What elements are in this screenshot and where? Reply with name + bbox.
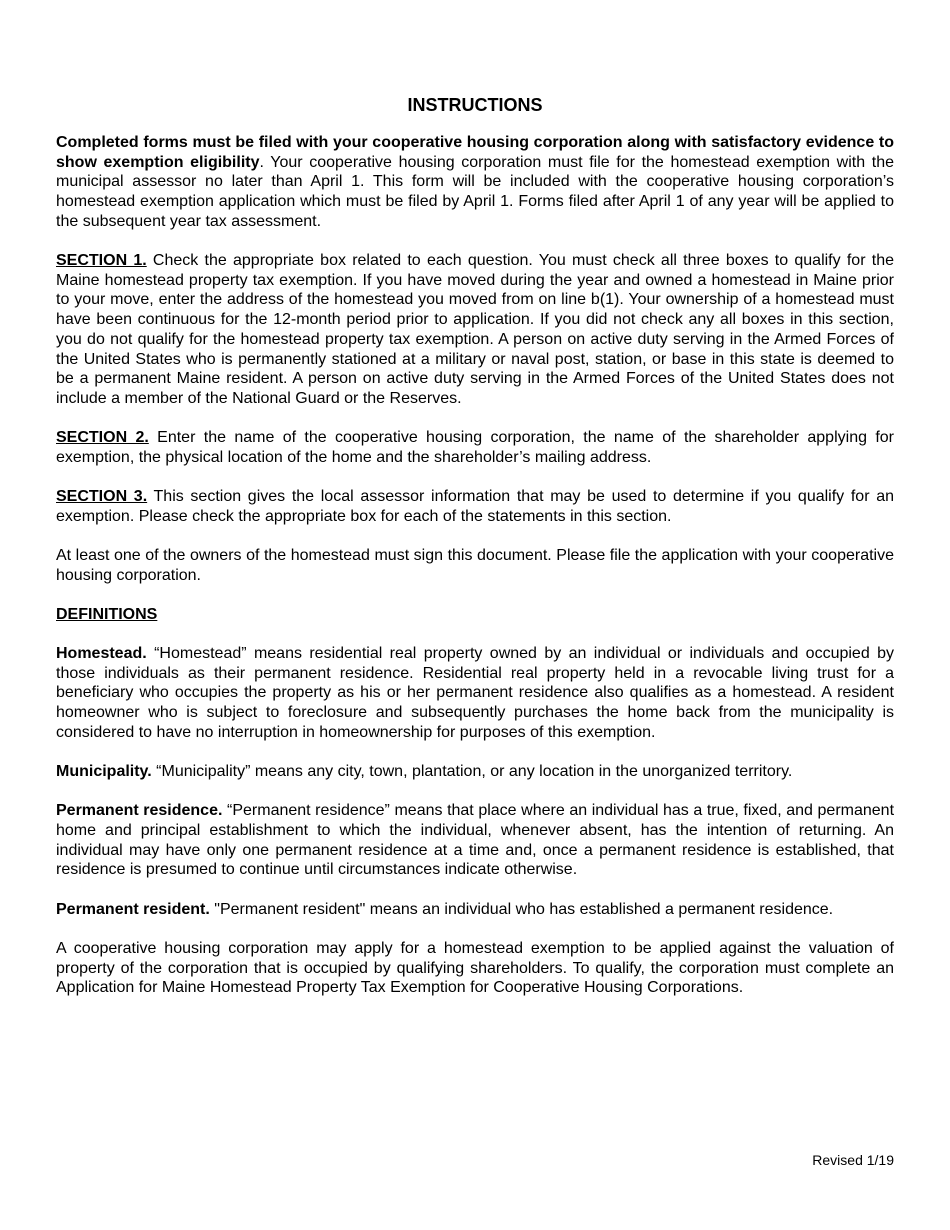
section-1-text: Check the appropriate box related to each question. You must check all three boxes to qualify for the Maine homestead property tax exemption. If you have moved during the year and owned a homestead in Maine prior to your move, enter the address of the homestead you moved from on line b(1). Your ownership of a homestead must have been continuous for the 12-month period prior to application. If you did not check any all boxes in this section, you do not qualify for the homestead property tax exemption. A person on active duty serving in the Armed Forces of the United States who is permanently stationed at a military or naval post, station, or base in this state is deemed to be a permanent Maine resident. A person on active duty serving in the Armed Forces of the United States does not include a member of the National Guard or the Reserves. bbox=[56, 252, 895, 407]
definition-municipality bbox=[56, 762, 894, 782]
page-title: INSTRUCTIONS bbox=[407, 95, 543, 115]
definition-text: “Municipality” means any city, town, plantation, or any location in the unorganized territory. bbox=[151, 763, 793, 781]
definition-homestead bbox=[56, 644, 894, 743]
section-3-text: This section gives the local assessor information that may be used to determine if you qualify for an exemption. Please check the appropriate box for each of the statements in this section. bbox=[56, 488, 895, 525]
section-2-text: Enter the name of the cooperative housing corporation, the name of the shareholder applying for exemption, the physical location of the home and the shareholder’s mailing address. bbox=[56, 429, 895, 466]
intro-text: . Your cooperative housing corporation must file for the homestead exemption with the municipal assessor no later than April 1. This form will be included with the cooperative housing corporation’s homestead exemption application which must be filed by April 1. Forms filed after April 1 of any year will be applied to the subsequent year tax assessment. bbox=[56, 153, 895, 230]
section-3-heading: SECTION 3. bbox=[56, 488, 148, 506]
definition-term: Municipality. bbox=[56, 763, 152, 781]
definitions-heading-paragraph bbox=[56, 605, 894, 625]
definition-term: Permanent resident. bbox=[56, 900, 210, 918]
definition-term: Homestead. bbox=[56, 645, 147, 663]
cooperative-note-paragraph: A cooperative housing corporation may apply for a homestead exemption to be applied against the valuation of property of the corporation that is occupied by qualifying shareholders. To qualify, the corporation must complete an Application for Maine Homestead Property Tax Exemption for Cooperative Housing Corporations. bbox=[56, 939, 894, 997]
section-1-paragraph bbox=[56, 251, 894, 409]
section-1-heading: SECTION 1. bbox=[56, 252, 147, 270]
definition-permanent-resident bbox=[56, 900, 894, 920]
section-2-paragraph bbox=[56, 428, 894, 467]
sign-note-paragraph: At least one of the owners of the homestead must sign this document. Please file the application with your cooperative housing corporation. bbox=[56, 546, 894, 584]
definition-permanent-residence bbox=[56, 801, 894, 880]
intro-paragraph bbox=[56, 133, 894, 232]
definitions-heading: DEFINITIONS bbox=[56, 605, 158, 623]
revision-date: Revised 1/19 bbox=[812, 1152, 894, 1168]
definition-text: “Homestead” means residential real property owned by an individual or individuals and occupied by those individuals as their permanent residence. Residential real property held in a revocable living trust for a beneficiary who occupies the property as his or her permanent residence also qualifies as a homestead. A resident homeowner who is subject to foreclosure and subsequently purchases the home back from the municipality is considered to have no interruption in homeownership for purposes of this exemption. bbox=[56, 645, 894, 741]
section-3-paragraph bbox=[56, 487, 894, 526]
definition-text: "Permanent resident" means an individual who has established a permanent residence. bbox=[209, 900, 834, 918]
definition-text: “Permanent residence” means that place where an individual has a true, fixed, and permanent home and principal establishment to which the individual, whenever absent, has the intention of returning. An individual may have only one permanent residence at a time and, once a permanent residence is established, that residence is presumed to continue until circumstances indicate otherwise. bbox=[56, 802, 895, 879]
section-2-heading: SECTION 2. bbox=[56, 429, 149, 447]
definition-term: Permanent residence. bbox=[56, 802, 223, 820]
intro-bold-text: Completed forms must be filed with your cooperative housing corporation along with satisfactory evidence to show exemption eligibility bbox=[56, 134, 894, 171]
instructions-page bbox=[56, 94, 894, 1017]
